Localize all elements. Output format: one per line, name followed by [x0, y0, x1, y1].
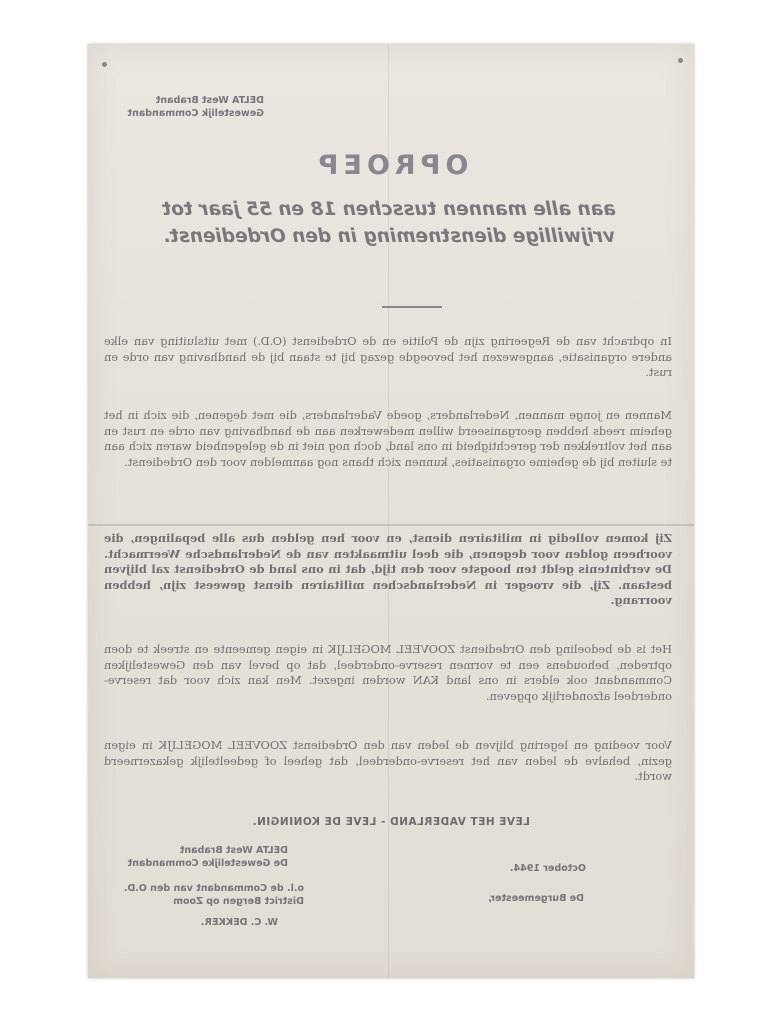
header-line-2: Gewestelijk Commandant [127, 108, 264, 119]
mirrored-print-layer [88, 44, 694, 978]
burgomaster-line: De Burgemeester, [488, 893, 584, 904]
paragraph-4: Het is de bedoeling den Ordedienst ZOOVEEL MOGELIJK in eigen gemeente en streek te doen optreden, behoudens een te vormen reserve-onderdeel, dat op bevel van den Gewestelijken Commandant ook elders in ons land KAN worden ingezet. Men kan zich voor dat reserve-onderdeel afzonderlijk opgeven. [104, 642, 672, 703]
closing-slogan: LEVE HET VADERLAND - LEVE DE KONINGIN. [252, 816, 530, 828]
signature-block-delta [128, 844, 288, 870]
signature-2-name: W. C. DEKKER. [200, 917, 278, 928]
page-title: OPROEP [313, 150, 469, 181]
signature-2-line-1: o.l. de Commandant van den O.D. [123, 883, 304, 894]
paragraph-1: In opdracht van de Regeering zijn de Politie en de Ordedienst (O.D.) met uitsluiting van elke andere organisatie, aangewezen het bevoegde gezag bij te staan bij de handhaving van orde en rust. [104, 334, 672, 379]
signature-block-od [124, 882, 304, 929]
paragraph-5: Voor voeding en legering blijven de leden van den Ordedienst ZOOVEEL MOGELIJK in eigen gezin, behalve de leden van het reserve-onderdeel, dat geheel of gedeeltelijk gekazerneerd wordt. [104, 738, 672, 783]
paragraph-3: Zij komen volledig in militairen dienst, en voor hen gelden dus alle bepalingen, die voorheen golden voor degenen, die deel uitmaakten van de Nederlandsche Weermacht. De verbintenis geldt ten hoogste voor den tijd, dat in ons land de Ordedienst zal blijven bestaan. Zij, die vroeger in Nederlandschen militairen dienst geweest zijn, hebben voorrang. [104, 531, 672, 607]
signature-1-line-1: DELTA West Brabant [179, 845, 288, 856]
header-line-1: DELTA West Brabant [155, 95, 264, 106]
page-subtitle: aan alle mannen tusschen 18 en 55 jaar tot vrijwillige dienstneming in den Ordedienst. [162, 199, 616, 247]
paragraph-2: Mannen en jonge mannen, Nederlanders, goede Vaderlanders, die met degenen, die zich in het geheim reeds hebben georganiseerd willen medewerken aan de handhaving van orde en rust en aan het voltrekken der gerechtigheid in ons land, doch nog niet in de gelegenheid waren zich aan te sluiten bij de geheime organisaties, kunnen zich thans nog aanmelden voor den Ordedienst. [104, 408, 672, 469]
poster-sheet [88, 44, 694, 978]
date-line: October 1944. [509, 863, 586, 874]
signature-2-line-2: District Bergen op Zoom [173, 896, 304, 907]
header-block [128, 94, 264, 120]
signature-1-line-2: De Gewestelijke Commandant [127, 858, 288, 869]
title-divider [382, 306, 442, 308]
